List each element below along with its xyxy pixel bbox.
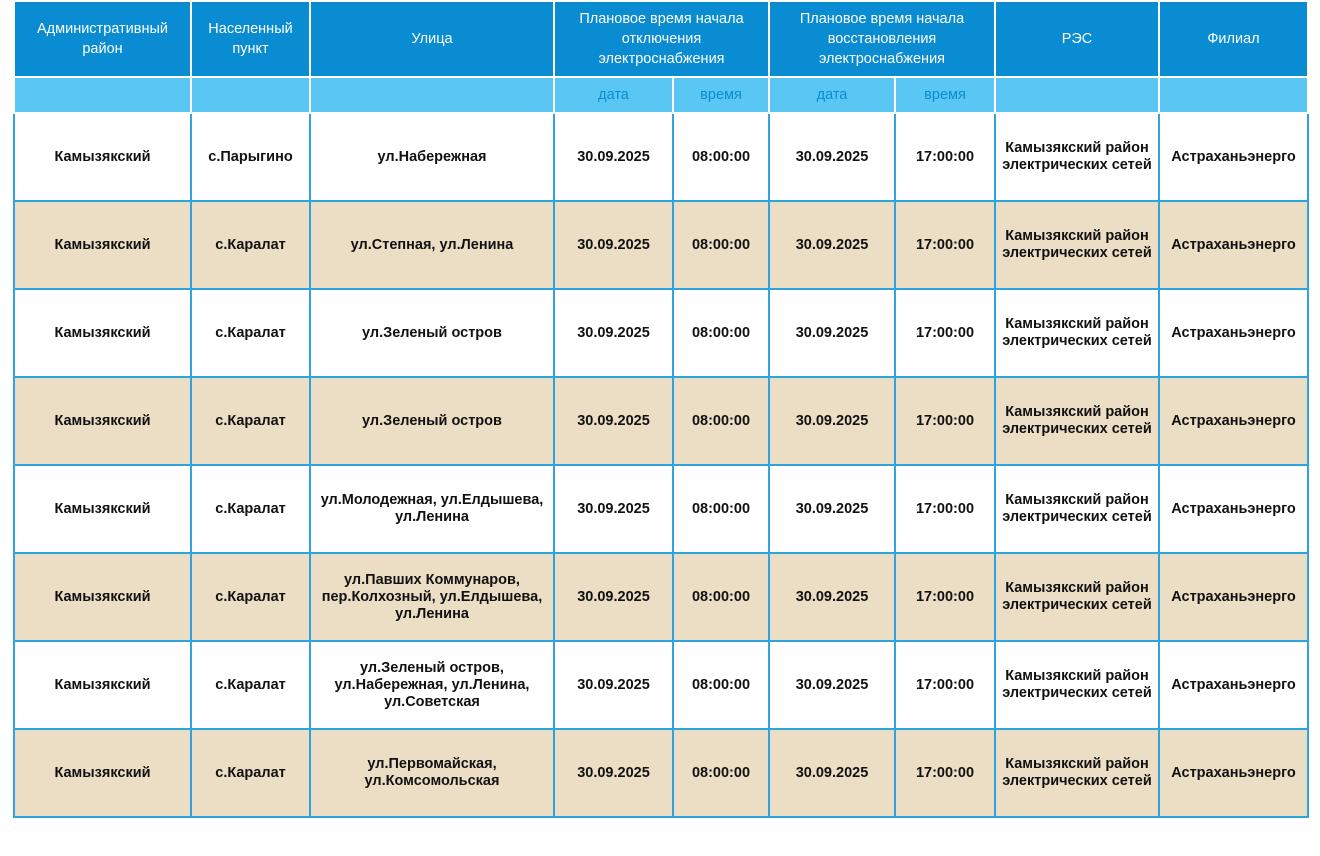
cell-restore-date: 30.09.2025	[769, 377, 895, 465]
cell-res: Камызякский район электрических сетей	[995, 201, 1159, 289]
cell-branch: Астраханьэнерго	[1159, 729, 1308, 817]
cell-restore-time: 17:00:00	[895, 377, 995, 465]
cell-district: Камызякский	[14, 641, 191, 729]
cell-off-date: 30.09.2025	[554, 113, 673, 201]
table-body	[14, 113, 1308, 817]
cell-settlement: с.Каралат	[191, 289, 310, 377]
cell-settlement: с.Каралат	[191, 641, 310, 729]
cell-district: Камызякский	[14, 553, 191, 641]
table-row	[14, 553, 1308, 641]
cell-restore-time: 17:00:00	[895, 641, 995, 729]
table-row	[14, 377, 1308, 465]
cell-branch: Астраханьэнерго	[1159, 113, 1308, 201]
outage-table-container	[13, 0, 1307, 818]
cell-district: Камызякский	[14, 377, 191, 465]
cell-restore-time: 17:00:00	[895, 113, 995, 201]
cell-street: ул.Молодежная, ул.Елдышева, ул.Ленина	[310, 465, 554, 553]
cell-off-time: 08:00:00	[673, 201, 769, 289]
cell-off-date: 30.09.2025	[554, 553, 673, 641]
cell-settlement: с.Каралат	[191, 377, 310, 465]
cell-off-date: 30.09.2025	[554, 201, 673, 289]
cell-off-time: 08:00:00	[673, 465, 769, 553]
cell-restore-date: 30.09.2025	[769, 553, 895, 641]
cell-district: Камызякский	[14, 113, 191, 201]
cell-off-time: 08:00:00	[673, 641, 769, 729]
table-row	[14, 113, 1308, 201]
header-restore-time: Плановое время начала восстановления электроснабжения	[769, 1, 995, 77]
cell-branch: Астраханьэнерго	[1159, 377, 1308, 465]
header-settlement: Населенный пункт	[191, 1, 310, 77]
cell-settlement: с.Каралат	[191, 729, 310, 817]
cell-district: Камызякский	[14, 465, 191, 553]
cell-settlement: с.Каралат	[191, 465, 310, 553]
cell-branch: Астраханьэнерго	[1159, 289, 1308, 377]
cell-restore-date: 30.09.2025	[769, 465, 895, 553]
cell-street: ул.Зеленый остров, ул.Набережная, ул.Ленина, ул.Советская	[310, 641, 554, 729]
cell-street: ул.Степная, ул.Ленина	[310, 201, 554, 289]
cell-restore-date: 30.09.2025	[769, 289, 895, 377]
cell-district: Камызякский	[14, 729, 191, 817]
cell-off-time: 08:00:00	[673, 553, 769, 641]
cell-restore-date: 30.09.2025	[769, 641, 895, 729]
cell-street: ул.Павших Коммунаров, пер.Колхозный, ул.Елдышева, ул.Ленина	[310, 553, 554, 641]
cell-settlement: с.Каралат	[191, 553, 310, 641]
cell-street: ул.Зеленый остров	[310, 289, 554, 377]
subheader-off-date: дата	[554, 77, 673, 113]
subheader-restore-date: дата	[769, 77, 895, 113]
cell-district: Камызякский	[14, 201, 191, 289]
table-row	[14, 729, 1308, 817]
cell-branch: Астраханьэнерго	[1159, 553, 1308, 641]
cell-off-time: 08:00:00	[673, 113, 769, 201]
cell-res: Камызякский район электрических сетей	[995, 729, 1159, 817]
cell-branch: Астраханьэнерго	[1159, 641, 1308, 729]
table-row	[14, 641, 1308, 729]
cell-settlement: с.Каралат	[191, 201, 310, 289]
subheader-empty	[14, 77, 191, 113]
cell-street: ул.Зеленый остров	[310, 377, 554, 465]
cell-restore-time: 17:00:00	[895, 465, 995, 553]
cell-branch: Астраханьэнерго	[1159, 465, 1308, 553]
cell-district: Камызякский	[14, 289, 191, 377]
subheader-empty	[191, 77, 310, 113]
subheader-off-time: время	[673, 77, 769, 113]
table-row	[14, 465, 1308, 553]
header-off-time: Плановое время начала отключения электроснабжения	[554, 1, 769, 77]
cell-off-date: 30.09.2025	[554, 465, 673, 553]
subheader-restore-time: время	[895, 77, 995, 113]
cell-off-date: 30.09.2025	[554, 729, 673, 817]
cell-off-date: 30.09.2025	[554, 377, 673, 465]
cell-off-time: 08:00:00	[673, 289, 769, 377]
cell-street: ул.Набережная	[310, 113, 554, 201]
cell-res: Камызякский район электрических сетей	[995, 113, 1159, 201]
cell-restore-time: 17:00:00	[895, 201, 995, 289]
cell-off-date: 30.09.2025	[554, 289, 673, 377]
header-district: Административный район	[14, 1, 191, 77]
cell-branch: Астраханьэнерго	[1159, 201, 1308, 289]
header-branch: Филиал	[1159, 1, 1308, 77]
subheader-empty	[310, 77, 554, 113]
cell-off-time: 08:00:00	[673, 729, 769, 817]
cell-street: ул.Первомайская, ул.Комсомольская	[310, 729, 554, 817]
subheader-row	[14, 77, 1308, 113]
subheader-empty	[1159, 77, 1308, 113]
subheader-empty	[995, 77, 1159, 113]
cell-settlement: с.Парыгино	[191, 113, 310, 201]
outage-table	[13, 0, 1309, 818]
cell-restore-time: 17:00:00	[895, 289, 995, 377]
header-street: Улица	[310, 1, 554, 77]
cell-restore-date: 30.09.2025	[769, 113, 895, 201]
cell-restore-date: 30.09.2025	[769, 201, 895, 289]
header-row	[14, 1, 1308, 77]
table-row	[14, 201, 1308, 289]
table-header	[14, 1, 1308, 113]
cell-res: Камызякский район электрических сетей	[995, 553, 1159, 641]
cell-restore-date: 30.09.2025	[769, 729, 895, 817]
cell-off-time: 08:00:00	[673, 377, 769, 465]
cell-res: Камызякский район электрических сетей	[995, 289, 1159, 377]
cell-res: Камызякский район электрических сетей	[995, 641, 1159, 729]
cell-res: Камызякский район электрических сетей	[995, 465, 1159, 553]
cell-restore-time: 17:00:00	[895, 729, 995, 817]
table-row	[14, 289, 1308, 377]
cell-off-date: 30.09.2025	[554, 641, 673, 729]
cell-restore-time: 17:00:00	[895, 553, 995, 641]
header-res: РЭС	[995, 1, 1159, 77]
cell-res: Камызякский район электрических сетей	[995, 377, 1159, 465]
